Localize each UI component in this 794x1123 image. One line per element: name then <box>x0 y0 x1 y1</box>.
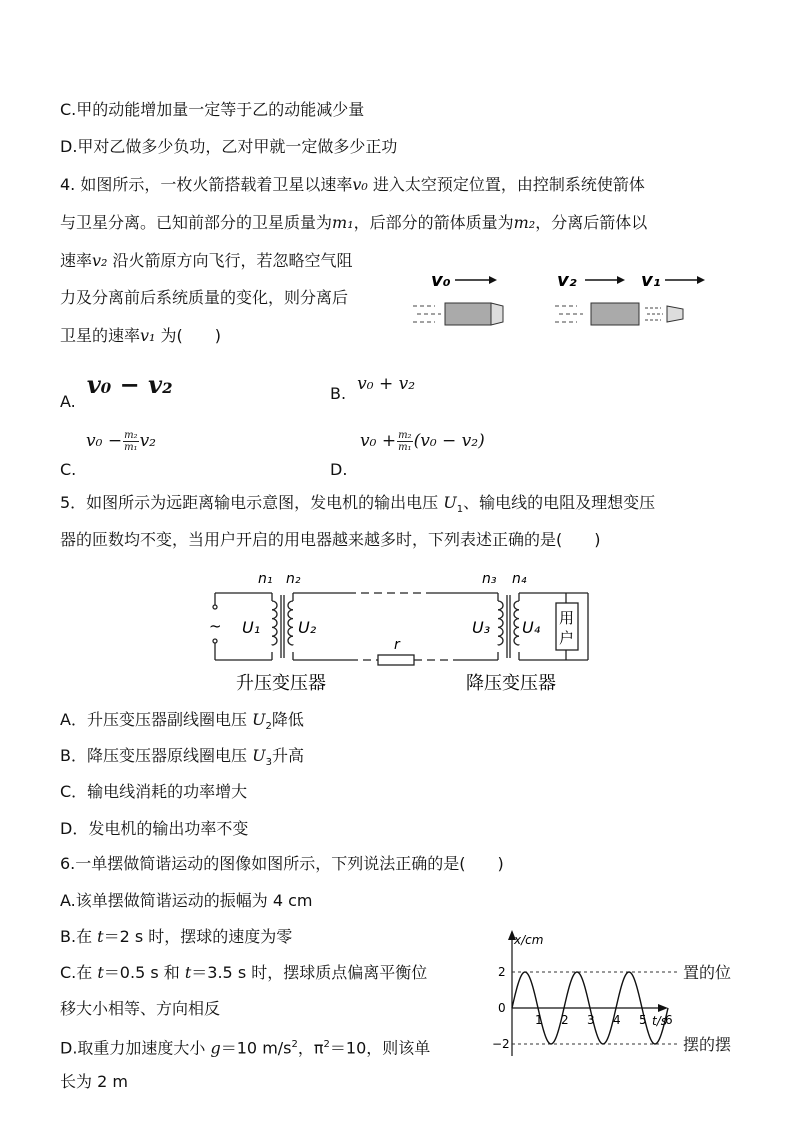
rocket-figure <box>405 258 715 338</box>
n4-label: n₄ <box>512 571 527 587</box>
q4-option-d-label: D. <box>330 460 348 479</box>
x-tick-label-3: 3 <box>587 1013 595 1027</box>
q4-line-5: 卫星的速率v₁ 为( ) <box>60 326 222 345</box>
x-axis-label: t/s <box>652 1014 667 1028</box>
n2-label: n₂ <box>286 571 301 587</box>
user-label-2: 户 <box>559 629 575 647</box>
q5-option-b[interactable]: B．降压变压器原线圈电压 $U_3$升高 <box>60 746 304 769</box>
q4-option-b-expr: v₀ + v₂ <box>357 374 416 394</box>
q5-option-a[interactable]: A．升压变压器副线圈电压 $U_2$降低 <box>60 710 304 733</box>
q5-option-d[interactable]: D．发电机的输出功率不变 <box>60 819 249 838</box>
u2-label: U₂ <box>298 618 317 637</box>
q4-option-a[interactable] <box>60 370 173 411</box>
ac-source-symbol: ~ <box>209 617 222 635</box>
x-tick-label-6: 6 <box>665 1013 673 1027</box>
y-axis-label: x/cm <box>514 933 544 947</box>
q4-line-3: 速率v₂ 沿火箭原方向飞行，若忽略空气阻 <box>60 251 353 270</box>
q4-option-c-label: C. <box>60 460 77 479</box>
v0-label: v₀ <box>431 270 451 291</box>
q6-option-a[interactable]: A.该单摆做简谐运动的振幅为 4 cm <box>60 891 313 910</box>
q4-option-b[interactable] <box>330 374 416 403</box>
y-tick-label-0: 2 <box>498 965 506 979</box>
v2-label: v₂ <box>557 270 577 291</box>
q6-option-c-line-2: 移大小相等、方向相反 <box>60 999 221 1018</box>
satellite-separated <box>645 306 683 322</box>
n3-label: n₃ <box>482 571 497 587</box>
q4-option-a-expr: v₀ − v₂ <box>86 370 173 399</box>
q6-option-c-line-1[interactable]: C.在 t＝0.5 s 和 t＝3.5 s 时，摆球质点偏离平衡位 <box>60 963 428 982</box>
q6-option-d-line-2: 长为 2 m <box>60 1072 128 1091</box>
u3-label: U₃ <box>472 618 491 637</box>
prev-option-c: C.甲的动能增加量一定等于乙的动能减少量 <box>60 100 365 119</box>
q4-line-1: 4. 如图所示，一枚火箭搭载着卫星以速率v₀ 进入太空预定位置，由控制系统使箭体 <box>60 175 645 194</box>
u1-label: U₁ <box>242 618 261 637</box>
rocket-whole <box>413 303 503 325</box>
q6-option-d-tail: 摆的摆 <box>683 1035 732 1054</box>
y-tick-label-2: −2 <box>492 1037 510 1051</box>
q6-option-c-tail: 置的位 <box>683 963 732 982</box>
x-tick-label-5: 5 <box>639 1013 647 1027</box>
resistor-r-label: r <box>394 637 400 653</box>
x-tick-label-4: 4 <box>613 1013 621 1027</box>
y-tick-label-1: 0 <box>498 1001 506 1015</box>
q4-line-4: 力及分离前后系统质量的变化，则分离后 <box>60 288 349 307</box>
q5-option-c[interactable]: C．输电线消耗的功率增大 <box>60 782 248 801</box>
q4-option-b-label: B. <box>330 384 347 403</box>
v1-label: v₁ <box>641 270 661 291</box>
user-label-1: 用 <box>559 609 575 627</box>
transmission-diagram <box>200 565 600 700</box>
q5-line-2: 器的匝数均不变，当用户开启的用电器越来越多时，下列表述正确的是( ) <box>60 530 601 549</box>
q4-option-c-expr: v₀ − $\frac{\text{m₂}}{\text{m₁}}$ v₂ <box>86 430 156 453</box>
shm-chart <box>490 928 680 1063</box>
step-down-caption: 降压变压器 <box>466 673 556 694</box>
rocket-body-separated <box>555 303 639 325</box>
n1-label: n₁ <box>258 571 273 587</box>
q6-option-d-line-1[interactable]: D.取重力加速度大小 g＝10 $m/s^2$，$\pi^2=10$，则该单 <box>60 1038 431 1058</box>
q4-line-2: 与卫星分离。已知前部分的卫星质量为m₁，后部分的箭体质量为m₂，分离后箭体以 <box>60 213 648 232</box>
u4-label: U₄ <box>522 618 541 637</box>
x-tick-label-2: 2 <box>561 1013 569 1027</box>
q6-option-b[interactable]: B.在 t＝2 s 时，摆球的速度为零 <box>60 927 293 946</box>
prev-option-d: D.甲对乙做多少负功，乙对甲就一定做多少正功 <box>60 137 398 156</box>
step-up-caption: 升压变压器 <box>236 673 326 694</box>
q5-line-1: 5．如图所示为远距离输电示意图，发电机的输出电压 $U_1$、输电线的电阻及理想变压 <box>60 493 656 516</box>
q4-option-a-label: A. <box>60 392 76 411</box>
q4-option-d-expr: v₀ + $\frac{\text{m₂}}{\text{m₁}}$ (v₀ − v₂) <box>360 430 485 453</box>
q6-line-1: 6.一单摆做简谐运动的图像如图所示，下列说法正确的是( ) <box>60 854 504 873</box>
x-tick-label-1: 1 <box>535 1013 543 1027</box>
